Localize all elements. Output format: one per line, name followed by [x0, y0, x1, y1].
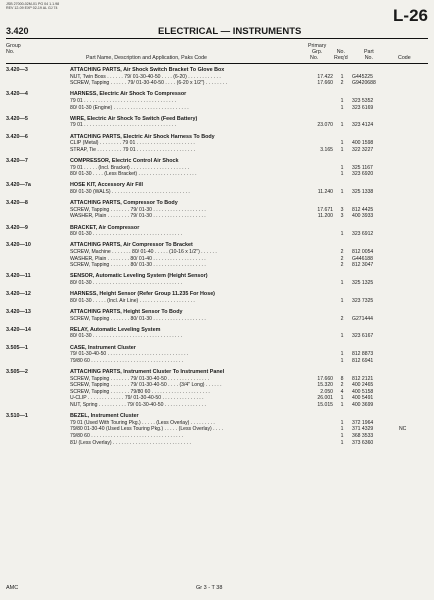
cell-part: 812 8873 — [352, 351, 374, 358]
cell-desc: 79 01 (Used With Touring Pkg.) . . . . . (Less Overlay) . . . . . . . . . — [70, 419, 215, 426]
cell-req: 1 — [340, 395, 344, 402]
cell-part: G271444 — [352, 315, 373, 322]
cell-desc: BEZEL, Instrument Cluster — [70, 413, 139, 420]
cell-part: 322 3227 — [352, 146, 374, 153]
cell-desc: HARNESS, Electric Air Shock To Compressor — [70, 91, 187, 98]
cell-part: 812 4425 — [352, 206, 374, 213]
cell-part: 372 1964 — [352, 419, 374, 426]
cell-desc: RELAY, Automatic Leveling System — [70, 326, 161, 333]
cell-req: 2 — [340, 382, 344, 389]
cell-desc: SCREW, Tapping . . . . . . . 80/ 01-30 . . . . . . . . . . . . . . . . . . . — [70, 262, 206, 269]
cell-part: 371 4329 — [352, 426, 374, 433]
cell-pgrp: 11.240 — [317, 189, 333, 195]
column-header-description — [86, 55, 207, 61]
cell-pgrp: 3.165 — [320, 146, 333, 153]
cell-desc: SCREW, Tapping . . . . . . 79/ 01-30-40-50 . . . . (6-20 x 1/2") . . . . . . . . — [70, 80, 228, 87]
header-meta — [6, 2, 59, 11]
cell-part: 812 3047 — [352, 262, 374, 269]
cell-desc: WASHER, Plain . . . . . . . . 79/ 01-30 . . . . . . . . . . . . . . . . . . . — [70, 213, 206, 220]
cell-group: 3.505—2 — [6, 369, 28, 375]
cell-req: 1 — [340, 426, 344, 433]
cell-req: 2 — [340, 80, 344, 87]
cell-req: 1 — [340, 433, 344, 439]
footer-left: AMC — [6, 585, 19, 591]
cell-desc: ATTACHING PARTS, Air Compressor To Bracket — [70, 242, 193, 249]
cell-group: 3.420—11 — [6, 273, 31, 280]
cell-req: 1 — [340, 351, 344, 358]
cell-group: 3.420—13 — [6, 309, 31, 315]
footer-center: Gr 3 - T 38 — [196, 585, 223, 591]
cell-part: 323 6912 — [352, 231, 374, 238]
section-number: 3.420 — [6, 26, 29, 36]
cell-desc: HARNESS, Height Sensor (Refer Group 11.235 For Hose) — [70, 291, 215, 298]
header-rule-top — [6, 38, 428, 39]
cell-req: 2 — [340, 249, 344, 255]
cell-desc: 81/ (Less Overlay) . . . . . . . . . . . . . . . . . . . . . . . . . . . . — [70, 439, 191, 446]
cell-desc: 79 01 . . . . . . . . . . . . . . . . . . . . . . . . . . . . . . . . . — [70, 98, 177, 104]
cell-part: 400 2465 — [352, 382, 374, 389]
cell-desc: 79/80 01-30-40 (Used Less Touring Pkg.) . . . . . (Less Overlay) . . . . — [70, 426, 224, 433]
column-header-primary-grp — [308, 43, 326, 55]
cell-req: 1 — [340, 171, 344, 178]
column-header-part — [364, 49, 374, 61]
cell-desc: SCREW, Machine . . . . . . . 80/ 01-40 . . . . . (10-16 x 1/2") . . . . . . — [70, 249, 217, 255]
cell-desc: ATTACHING PARTS, Instrument Cluster To Instrument Panel — [70, 369, 225, 375]
cell-desc: 79/80 60 . . . . . . . . . . . . . . . . . . . . . . . . . . . . . . . . . — [70, 433, 184, 439]
cell-group: 3.420—14 — [6, 326, 31, 333]
column-header-text: Req'd — [334, 55, 348, 62]
cell-desc: 80/ 01-30 . . . . . . . . . . . . . . . . . . . . . . . . . . . . . . . . — [70, 231, 183, 238]
cell-part: 323 6920 — [352, 171, 374, 178]
cell-desc: HOSE KIT, Accessory Air Fill — [70, 182, 143, 189]
cell-desc: SCREW, Tapping . . . . . . . 79/ 01-30-40-50 . . . . . . . . . . . . . . . — [70, 375, 210, 382]
cell-part: 325 1167 — [352, 164, 373, 171]
column-header-text: Part — [364, 49, 374, 55]
cell-desc: ATTACHING PARTS, Electric Air Shock Harness To Body — [70, 133, 215, 140]
cell-desc: 79 01 . . . . . (Incl. Bracket) . . . . . . . . . . . . . . . . . . . . . — [70, 164, 190, 171]
cell-part: 323 4124 — [352, 122, 374, 129]
cell-group: 3.510—1 — [6, 413, 28, 420]
column-header-text: No. — [6, 49, 15, 56]
column-header-text: Grp. — [311, 49, 323, 56]
cell-group: 3.420—7a — [6, 182, 31, 189]
column-header-pgrp-no — [310, 55, 318, 61]
cell-desc: 80/ 01-30 . . . . . . . . . . . . . . . . . . . . . . . . . . . . . . . . — [70, 280, 183, 286]
cell-part: G445225 — [352, 73, 373, 80]
cell-part: 812 6941 — [352, 357, 374, 364]
cell-desc: CASE, Instrument Cluster — [70, 344, 136, 351]
cell-desc: SCREW, Tapping . . . . . . . 79/ 01-30-40-50 . . . . (3/4" Long) . . . . . . — [70, 382, 222, 389]
cell-desc: 80/ 01-30 (WALS) . . . . . . . . . . . . . . . . . . . . . . . . . . . . — [70, 189, 190, 195]
cell-desc: SCREW, Tapping . . . . . . . 79/ 01-30 . . . . . . . . . . . . . . . . . . . — [70, 206, 206, 213]
cell-req: 2 — [340, 262, 344, 269]
cell-desc: COMPRESSOR, Electric Control Air Shock — [70, 158, 179, 164]
column-header-text: Code — [398, 55, 411, 61]
cell-part: 323 6169 — [352, 104, 374, 111]
cell-pgrp: 11.200 — [317, 213, 333, 220]
cell-group: 3.420—6 — [6, 133, 28, 140]
cell-desc: 80/ 01-30 . . . . . (Incl. Air Line) . . . . . . . . . . . . . . . . . . . . — [70, 297, 195, 304]
cell-part: 325 1325 — [352, 280, 374, 286]
cell-desc: 79/ 01-30-40-50 . . . . . . . . . . . . . . . . . . . . . . . . . . . . . — [70, 351, 189, 358]
cell-pgrp: 15.015 — [317, 402, 333, 408]
header-meta-line: JSB 27000-02M-01 PG 04 1.1.98 — [6, 2, 60, 6]
cell-pgrp: 17.660 — [317, 375, 333, 382]
cell-desc: SCREW, Tapping . . . . . . . 80/ 01-30 . . . . . . . . . . . . . . . . . . . — [70, 315, 206, 322]
cell-pgrp: 17.660 — [317, 80, 333, 87]
header-meta-line: REV 12-09 EXP 02-19 AL GJ 74 — [6, 6, 58, 11]
column-header-text: No. — [364, 55, 373, 62]
cell-req: 3 — [340, 206, 344, 213]
cell-group: 3.420—5 — [6, 115, 28, 122]
cell-desc: WIRE, Electric Air Shock To Switch (Feed Battery) — [70, 115, 198, 122]
cell-desc: STRAP, Tie . . . . . . . . . 79 01 . . . . . . . . . . . . . . . . . . . . . — [70, 146, 196, 153]
cell-desc: CLIP (Metal) . . . . . . . . 79 01 . . . . . . . . . . . . . . . . . . . . . — [70, 140, 195, 147]
cell-part: 400 5158 — [352, 388, 374, 395]
column-header-text: No. — [310, 55, 319, 61]
cell-req: 1 — [340, 357, 344, 364]
cell-desc: 80/ 01-30 . . . . (Less Bracket) . . . . . . . . . . . . . . . . . . . . . — [70, 171, 197, 178]
cell-desc: 79/80 60 . . . . . . . . . . . . . . . . . . . . . . . . . . . . . . . . . — [70, 357, 184, 364]
cell-desc: NUT, Spring . . . . . . . . . . 79/ 01-30-40-50 . . . . . . . . . . . . . . . — [70, 402, 206, 408]
page-code: L-26 — [393, 6, 428, 25]
column-header-req — [334, 49, 348, 61]
column-header-text: Part Name, Description and Application, Paks Code — [86, 55, 208, 61]
cell-group: 3.420—7 — [6, 158, 28, 164]
page-title: ELECTRICAL — INSTRUMENTS — [158, 26, 302, 37]
cell-req: 2 — [340, 315, 344, 322]
cell-desc: U-CLIP . . . . . . . . . . . . . 79/ 01-30-40-50 . . . . . . . . . . . . . . . — [70, 395, 204, 402]
cell-req: 2 — [340, 255, 344, 262]
cell-desc: 80/ 01-30 . . . . . . . . . . . . . . . . . . . . . . . . . . . . . . . . — [70, 333, 183, 340]
cell-group: 3.420—8 — [6, 200, 28, 207]
cell-part: 400 5491 — [352, 395, 374, 402]
cell-req: 1 — [340, 146, 344, 153]
cell-group: 3.420—3 — [6, 67, 28, 73]
cell-part: 812 0054 — [352, 249, 374, 255]
cell-part: 400 1598 — [352, 140, 374, 147]
cell-req: 1 — [340, 333, 344, 340]
cell-part: 325 1338 — [352, 189, 374, 195]
cell-desc: 79 01 . . . . . . . . . . . . . . . . . . . . . . . . . . . . . . . . . — [70, 122, 177, 129]
cell-req: 1 — [340, 439, 344, 446]
cell-req: 1 — [340, 98, 344, 104]
cell-req: 1 — [340, 402, 344, 408]
cell-part: 323 7325 — [352, 297, 374, 304]
cell-req: 1 — [340, 140, 344, 147]
cell-pgrp: 23.070 — [317, 122, 333, 129]
cell-pgrp: 26.001 — [317, 395, 333, 402]
cell-pgrp: 17.671 — [317, 206, 333, 213]
cell-part: G9420688 — [352, 80, 376, 87]
column-header-code — [398, 55, 411, 61]
cell-group: 3.420—9 — [6, 224, 28, 231]
cell-pgrp: 17.422 — [317, 73, 333, 80]
cell-part: 323 5352 — [352, 98, 374, 104]
cell-req: 1 — [340, 280, 344, 286]
cell-req: 1 — [340, 231, 344, 238]
cell-part: 323 6167 — [352, 333, 374, 340]
cell-desc: BRACKET, Air Compressor — [70, 224, 140, 231]
cell-part: 400 3699 — [352, 402, 374, 408]
cell-req: 1 — [340, 164, 344, 171]
cell-part: 812 2121 — [352, 375, 374, 382]
cell-req: 8 — [340, 375, 344, 382]
cell-req: 1 — [340, 122, 344, 129]
column-header-group — [6, 43, 21, 55]
cell-req: 4 — [340, 388, 344, 395]
cell-req: 1 — [340, 73, 344, 80]
cell-req: 1 — [340, 104, 344, 111]
cell-req: 1 — [340, 297, 344, 304]
cell-req: 1 — [340, 189, 344, 195]
cell-part: 373 6360 — [352, 439, 374, 446]
cell-group: 3.420—12 — [6, 291, 31, 298]
cell-desc: NUT, Twin Boss . . . . . . 79/ 01-30-40-50 . . . . (6-20) . . . . . . . . . . . . — [70, 73, 221, 80]
cell-part: 368 3533 — [352, 433, 374, 439]
column-header-text: Primary — [308, 43, 327, 49]
cell-req: 3 — [340, 213, 344, 220]
cell-req: 1 — [340, 419, 344, 426]
cell-desc: ATTACHING PARTS, Height Sensor To Body — [70, 309, 183, 315]
cell-desc: WASHER, Plain . . . . . . . . 80/ 01-40 . . . . . . . . . . . . . . . . . . . — [70, 255, 206, 262]
cell-part: 400 3933 — [352, 213, 374, 220]
cell-part: G446188 — [352, 255, 373, 262]
cell-group: 3.420—10 — [6, 242, 31, 249]
cell-desc: ATTACHING PARTS, Compressor To Body — [70, 200, 178, 207]
header-rule-bottom — [6, 63, 428, 64]
cell-desc: SENSOR, Automatic Leveling System (Height Sensor) — [70, 273, 208, 280]
column-header-text: Group — [6, 43, 21, 49]
cell-code: NC — [399, 426, 407, 433]
cell-desc: ATTACHING PARTS, Air Shock Switch Bracket To Glove Box — [70, 67, 225, 73]
column-header-text: No. — [336, 49, 345, 55]
cell-group: 3.505—1 — [6, 344, 28, 351]
cell-desc: 80/ 01-30 (Engine) . . . . . . . . . . . . . . . . . . . . . . . . . . . — [70, 104, 189, 111]
cell-group: 3.420—4 — [6, 91, 28, 98]
cell-desc: SCREW, Tapping . . . . . . . 79/80 60 . . . . . . . . . . . . . . . . . . . . . — [70, 388, 210, 395]
cell-pgrp: 15.320 — [317, 382, 333, 389]
cell-pgrp: 2.050 — [320, 388, 333, 395]
